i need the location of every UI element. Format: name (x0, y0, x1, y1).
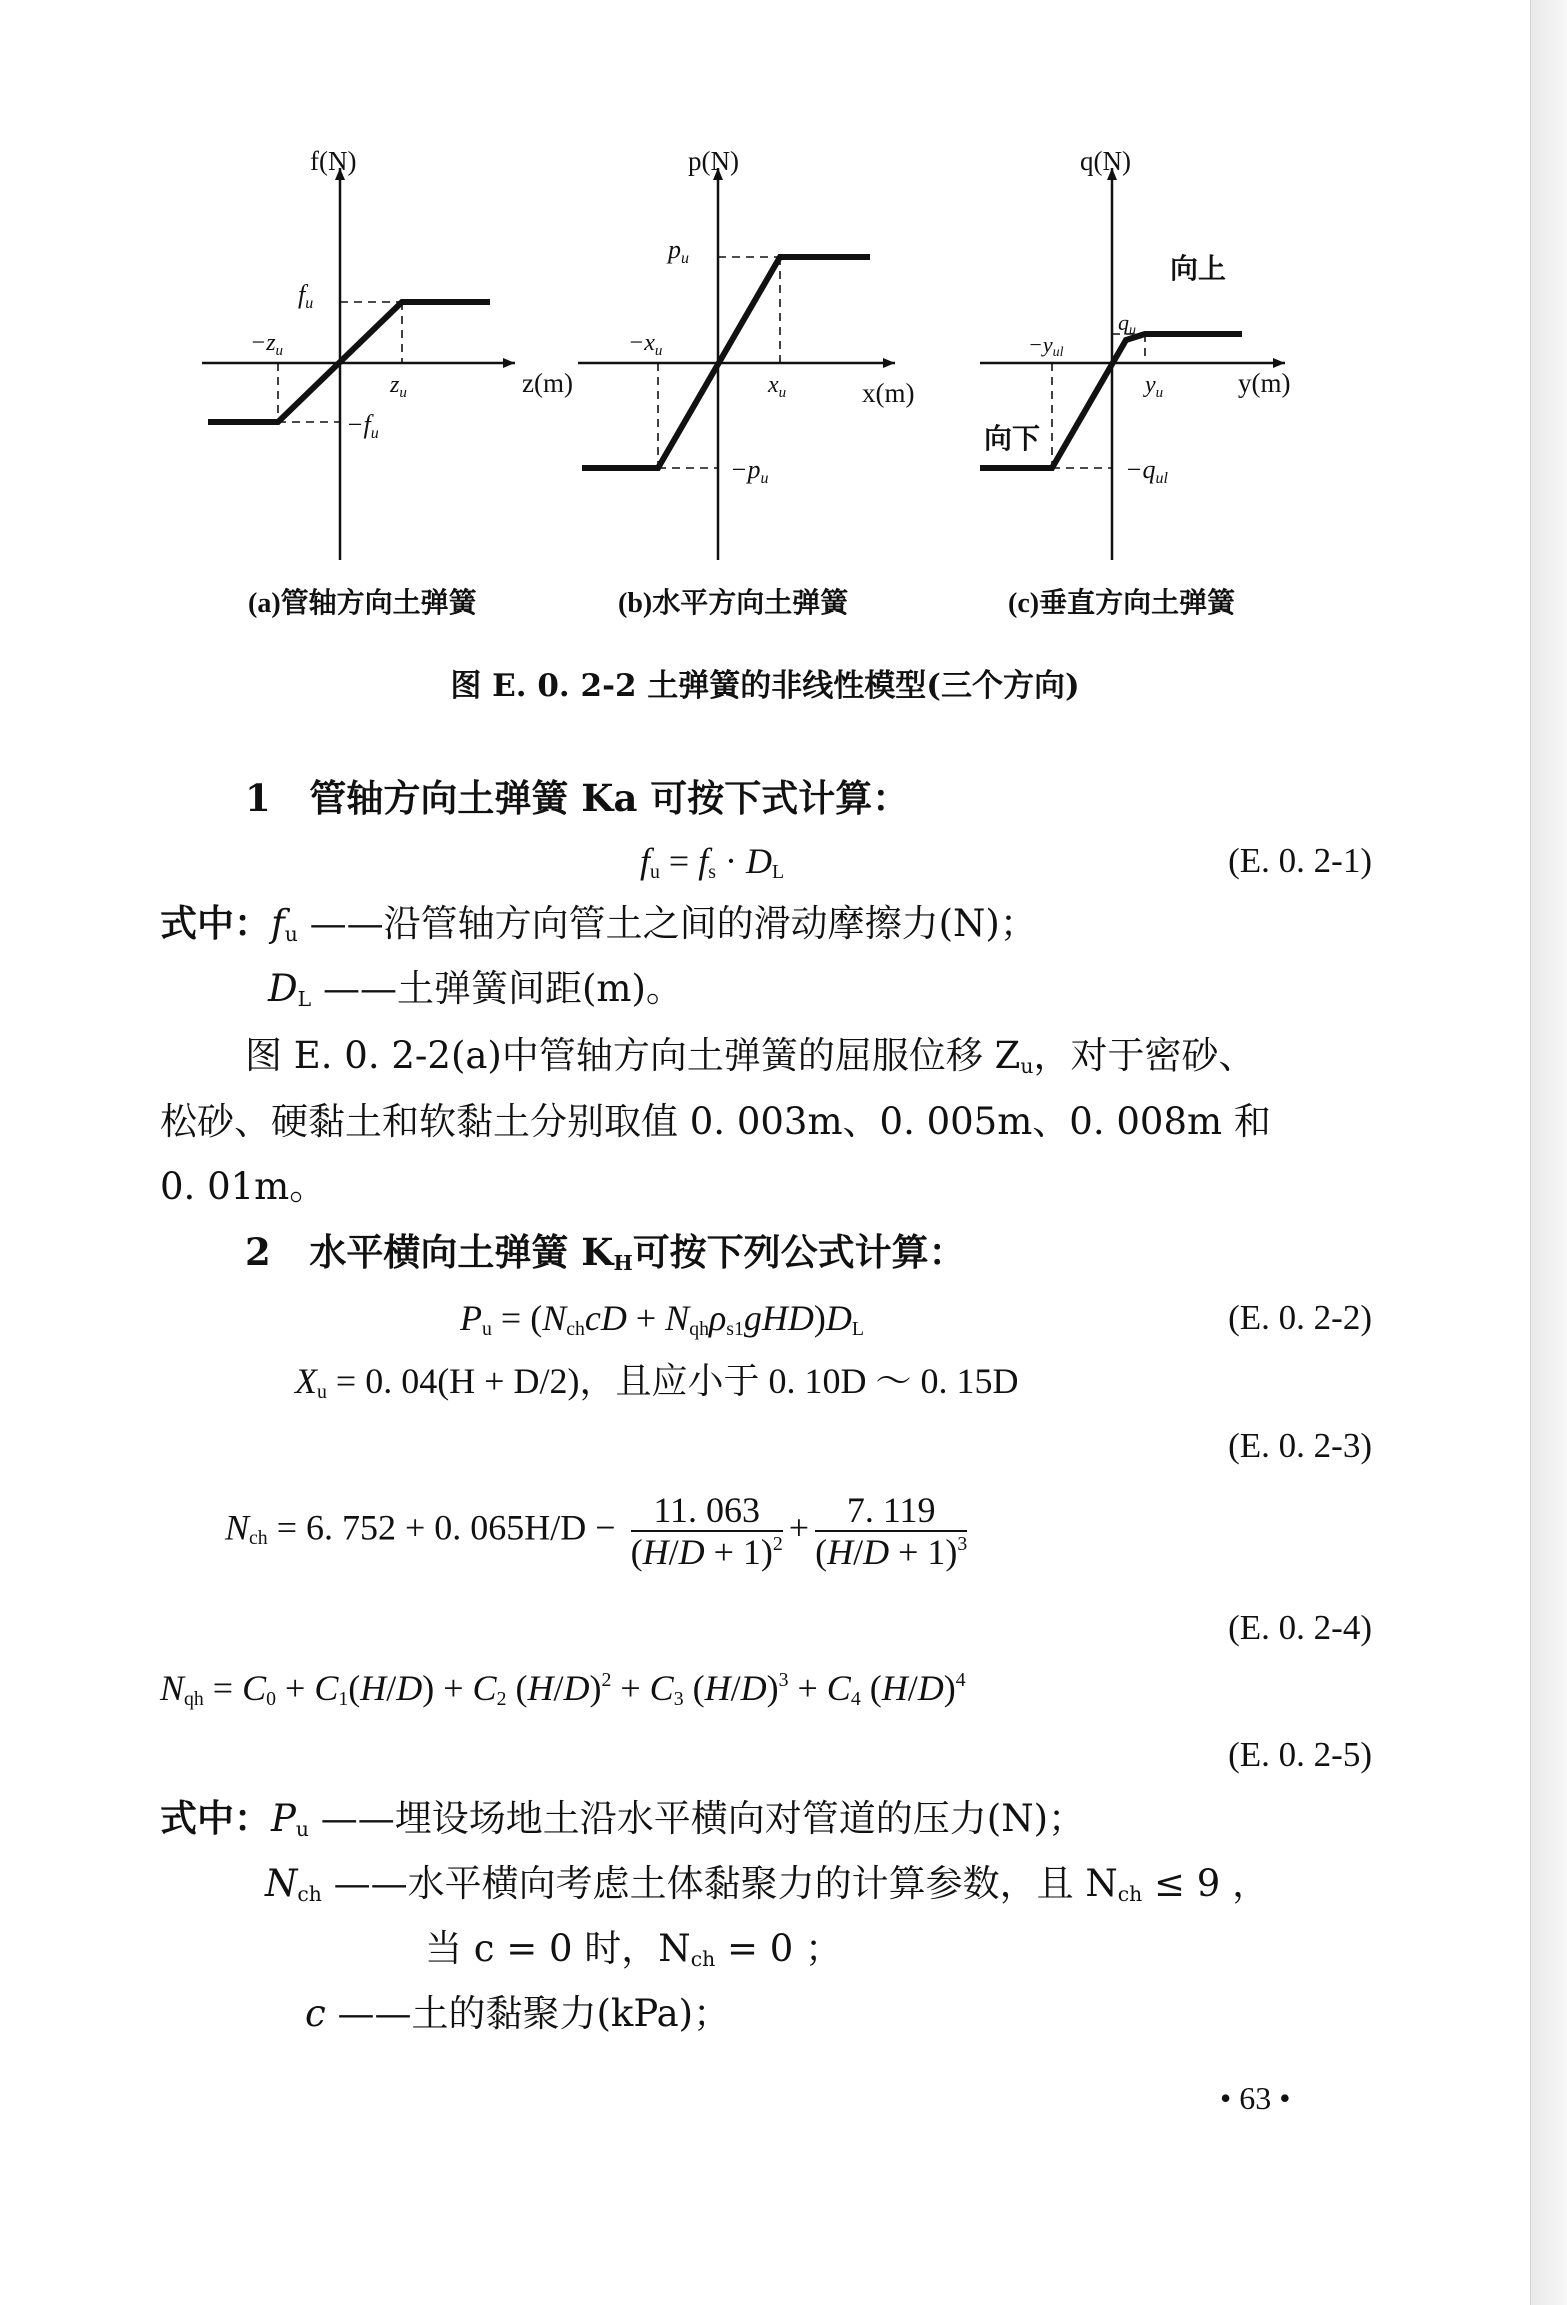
equation-e-0-2-3: $X_u = 0$. 04(H + D/2)，且应小于 0. 10D ～ 0. 15D (295, 1361, 1019, 1403)
panel-b-pu-label: pu (668, 235, 689, 267)
equation-number-2: (E. 0. 2-2) (1228, 1298, 1372, 1337)
panel-c-up-label: 向上 (1170, 254, 1227, 285)
panel-c-neg-yul-label: −yul (1028, 332, 1064, 360)
panel-a-fu-label: fu (298, 280, 314, 312)
equation-number-5: (E. 0. 2-5) (1228, 1735, 1372, 1774)
panel-b-y-label: p(N) (688, 146, 739, 176)
equation-number-1: (E. 0. 2-1) (1228, 841, 1372, 880)
panel-b-neg-xu-label: $-x_u$ (628, 330, 663, 359)
paragraph-line-2: 松砂、硬黏土和软黏土分别取值 0. 003m、0. 005m、0. 008m 和 (160, 1100, 1271, 1143)
panel-c-x-label: y(m) (1238, 368, 1291, 398)
equation-e-0-2-5: $N_{qh} = C_0 + C_1(H/D) + C_2$ $(H/D)^2 + C_3$ $(H/D)^3 + C_4$ $(H/D)^4$ (160, 1668, 966, 1710)
panel-c-caption: (c)垂直方向土弹簧 (1008, 588, 1236, 619)
where-nch-condition: 当 c = 0 时，$N_{ch} = 0$ ； (425, 1927, 843, 1972)
equation-e-0-2-1: $f_u = f_s \cdot D_L$ (640, 841, 785, 883)
panel-c-down-label: 向下 (984, 424, 1041, 455)
page-edge-shadow (1530, 0, 1567, 2305)
paragraph-line-1: 图 E. 0. 2-2(a)中管轴方向土弹簧的屈服位移 $Z_u$，对于密砂、 (245, 1034, 1256, 1079)
panel-a-y-label: f(N) (310, 146, 357, 176)
panel-a-neg-zu-label: $-z_u$ (250, 330, 284, 359)
panel-b-horizontal-spring (578, 146, 914, 619)
panel-c-y-label: q(N) (1080, 146, 1131, 176)
panel-c-vertical-spring (980, 146, 1290, 619)
panel-b-neg-pu-label: −pu (730, 455, 769, 487)
panel-a-zu-label: $z_u$ (390, 372, 407, 401)
where-nch: $N_{ch}$ ——水平横向考虑土体黏聚力的计算参数，且 $N_{ch} \le 9$ ， (265, 1862, 1270, 1907)
panel-c-qu-label: qu (1118, 310, 1136, 338)
item-2-heading: 2 水平横向土弹簧 $K_H$可按下列公式计算： (245, 1230, 966, 1276)
equation-number-4: (E. 0. 2-4) (1228, 1608, 1372, 1647)
equation-number-3: (E. 0. 2-3) (1228, 1426, 1372, 1465)
item-1-heading: 1 管轴方向土弹簧 Ka 可按下式计算： (245, 776, 910, 820)
where-c: c ——土的黏聚力(kPa)； (305, 1992, 731, 2035)
panel-c-yu-label: $y_u$ (1145, 372, 1164, 401)
panel-b-x-label: x(m) (862, 378, 915, 408)
where-fu: 式中：$f_u$ ——沿管轴方向管土之间的滑动摩擦力(N)； (160, 901, 1037, 947)
figure-caption: 图 E. 0. 2-2 土弹簧的非线性模型(三个方向) (450, 668, 1080, 704)
panel-a-x-label: z(m) (522, 368, 573, 398)
panel-a-axial-spring (202, 146, 573, 619)
paragraph-line-3: 0. 01m。 (160, 1165, 327, 1208)
panel-a-neg-fu-label: −fu (346, 410, 379, 442)
spring-model-figure (190, 130, 1340, 630)
page-number: • 63 • (1220, 2080, 1291, 2116)
panel-c-neg-qul-label: −qul (1125, 455, 1168, 487)
where-pu: 式中：$P_u$ ——埋设场地土沿水平横向对管道的压力(N)； (160, 1796, 1086, 1842)
panel-b-xu-label: $x_u$ (768, 372, 787, 401)
equation-e-0-2-4: $N_{ch} = 6$. 752 + 0. 065H/D − $\frac{11. 063}{(H/D + 1)^2}$ + $\frac{7. 119}{(H/D + 1)^3}$ (225, 1490, 968, 1572)
panel-a-caption: (a)管轴方向土弹簧 (248, 588, 477, 619)
panel-b-caption: (b)水平方向土弹簧 (618, 588, 849, 619)
where-dl: $D_L$ ——土弹簧间距(m)。 (268, 967, 683, 1012)
equation-e-0-2-2: $P_u = (N_{ch}cD + N_{qh}\rho_{s1}gHD)D_L$ (460, 1298, 864, 1340)
